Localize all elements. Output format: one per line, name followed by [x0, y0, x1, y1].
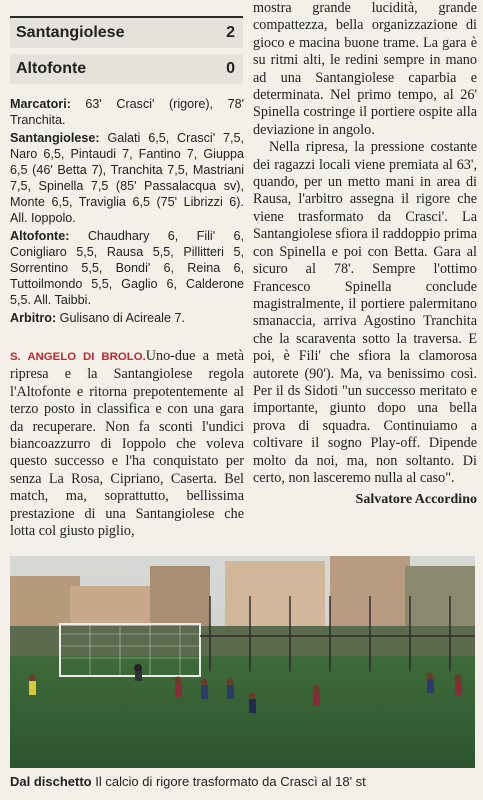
home-team-name: Santangiolese	[16, 24, 125, 41]
referee-line	[10, 310, 244, 326]
caption-text: Il calcio di rigore trasformato da Crascì al 18' st	[95, 774, 366, 789]
away-team-name: Altofonte	[16, 60, 87, 77]
home-lineup	[10, 130, 244, 226]
match-photo	[10, 556, 475, 768]
article-left-text: Uno-due a metà ripresa e la Santangiolese regola l'Altofonte e ritorna prepotentemente al terzo posto in classifica e con una gara da recuperare. Non fa sconti l'undici biancoazzurro di Ioppolo che voleva questo successo e l'ha conquistato per senza La Rosa, Cipriano, Caserta. Bel match, ma, soprattutto, bellissima prestazione di una Santangiolese che lotta col giusto piglio,	[10, 348, 244, 540]
home-lineup-text: Galati 6,5, Crasci' 7,5, Naro 6,5, Pintaudi 7, Fantino 7, Giuppa 6,5 (46' Betta 7), Tranchita 7,5, Mastriani 7,5, Spinella 7,5 (85' Passalacqua sv), Monte 6,5, Traviglia 6,5 (75' Librizzi 6). All. Ioppolo.	[10, 131, 245, 225]
article-left-column	[10, 348, 244, 540]
scoreboard-home-row	[10, 16, 243, 48]
away-lineup-text: Chaudhary 6, Fili' 6, Conigliaro 5,5, Rausa 5,5, Pillitteri 5, Sorrentino 5,5, Bondi' 6, Reina 6, Tuttoilmondo 5,5, Gaglio 6, Calderone 5,5. All. Taibbi.	[10, 229, 244, 307]
article-dateline: S. ANGELO DI BROLO.	[10, 351, 146, 363]
away-team-score: 0	[226, 60, 235, 77]
referee-text: Gulisano di Acireale 7.	[59, 311, 185, 325]
referee-label: Arbitro:	[10, 311, 57, 325]
article-right-paragraph-1: mostra grande lucidità, grande compattezza, bella organizzazione di gioco e macina buone trame. La gara è su ritmi alti, le redini sempre in mano ad una Santangiolese caparbia e determinata. Nel primo tempo, al 26' Spinella costringe il portiere ospite alla deviazione in angolo.	[253, 0, 477, 138]
penalty-kick-photo	[10, 556, 475, 768]
scoreboard-away-row	[10, 54, 243, 84]
away-lineup	[10, 228, 244, 308]
scorers-label: Marcatori:	[10, 97, 71, 111]
away-lineup-label: Altofonte:	[10, 229, 70, 243]
photo-caption	[10, 774, 475, 789]
article-right-paragraph-2: Nella ripresa, la pressione costante dei ragazzi locali viene premiata al 63', quando, per un metto mani in area di Rausa, l'arbitro assegna il rigore che viene trasformato da Crasci'. La Santangiolese sfiora il raddoppio prima con Spinella e poi con Betta. Gara al sicuro al 78'. Sempre l'ottimo Francesco Spinella conclude magistralmente, il portiere palermitano smanaccia, arriva Agostino Tranchita che la scaraventa sotto la traversa. E poi, è Fili' che sfiora la clamorosa autorete (90'). Ma, va benissimo così. Per il ds Sidoti "un successo meritato e importante, giunto dopo una bella prova di squadra. Continuiamo a coltivare il sogno Play-off. Dipende molto da noi, ma, non soltanto. Di certo, non lasceremo nulla al caso".	[253, 139, 477, 486]
article-right-column	[253, 0, 477, 509]
scorers-text: 63' Crasci' (rigore), 78' Tranchita.	[10, 97, 244, 127]
article-author: Salvatore Accordino	[355, 492, 477, 508]
home-lineup-label: Santangiolese:	[10, 131, 100, 145]
caption-label: Dal dischetto	[10, 774, 92, 789]
home-team-score: 2	[226, 24, 235, 41]
scoreboard	[10, 16, 243, 84]
scorers-line	[10, 96, 244, 128]
match-info	[10, 96, 244, 328]
